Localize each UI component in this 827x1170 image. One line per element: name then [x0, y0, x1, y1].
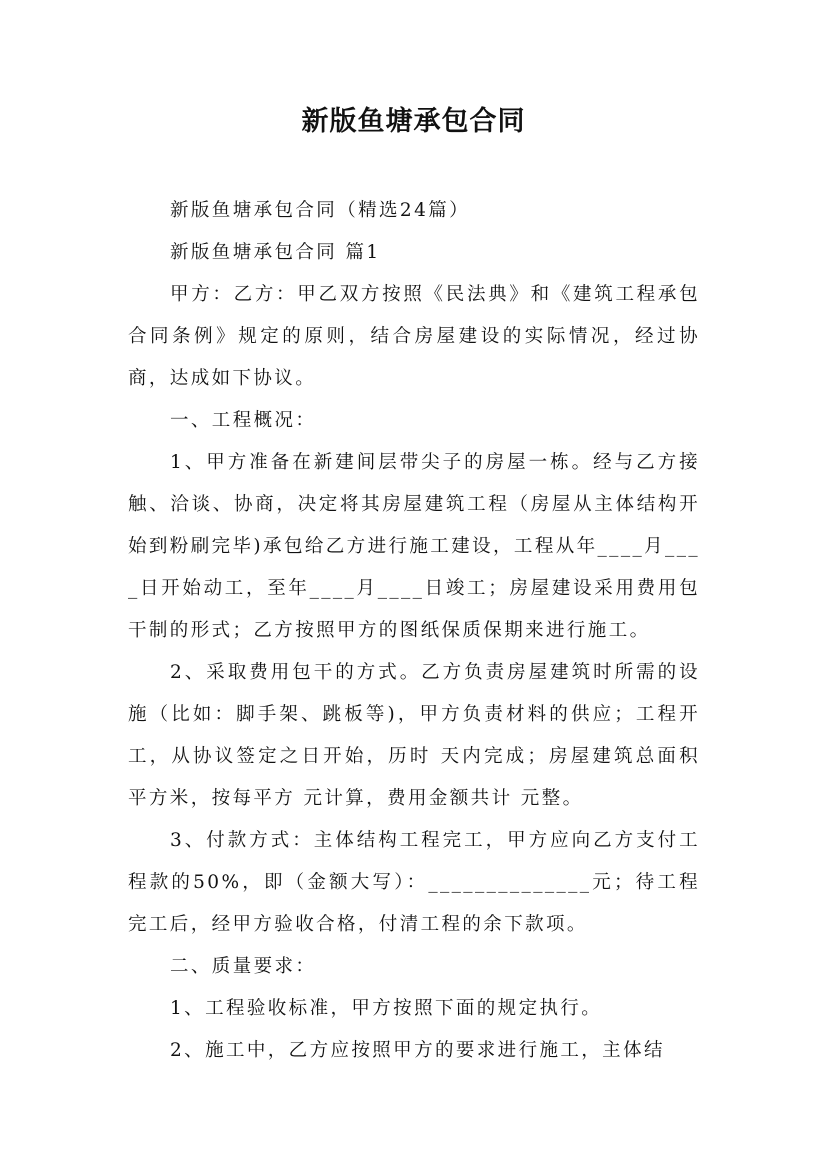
- document-title: 新版鱼塘承包合同: [301, 106, 526, 137]
- doc-paragraph: 二、质量要求：: [170, 956, 317, 977]
- doc-paragraph: 新版鱼塘承包合同（精选24篇）: [170, 200, 471, 221]
- doc-paragraph: 2、施工中，乙方应按照甲方的要求进行施工，主体结: [170, 1040, 665, 1061]
- doc-paragraph: 2、采取费用包干的方式。乙方负责房屋建筑时所需的设施（比如：脚手架、跳板等)，甲方负责材料的供应；工程开工，从协议签定之日开始，历时 天内完成；房屋建筑总面积 平方米，按每平方 元计算，费用金额共计 元整。: [128, 662, 700, 809]
- doc-paragraph: 3、付款方式：主体结构工程完工，甲方应向乙方支付工程款的50%，即（金额大写）：______________元；待工程完工后，经甲方验收合格，付清工程的余下款项。: [128, 830, 700, 935]
- doc-paragraph: 新版鱼塘承包合同 篇1: [170, 242, 381, 263]
- doc-paragraph: 1、甲方准备在新建间层带尖子的房屋一栋。经与乙方接触、洽谈、协商，决定将其房屋建筑工程（房屋从主体结构开始到粉刷完毕)承包给乙方进行施工建设，工程从年____月____日开始动工，至年____月____日竣工；房屋建设采用费用包干制的形式；乙方按照甲方的图纸保质保期来进行施工。: [128, 452, 700, 641]
- doc-paragraph: 1、工程验收标准，甲方按照下面的规定执行。: [170, 998, 603, 1019]
- doc-paragraph: 甲方：乙方：甲乙双方按照《民法典》和《建筑工程承包合同条例》规定的原则，结合房屋建设的实际情况，经过协商，达成如下协议。: [128, 284, 700, 389]
- document-body: [128, 190, 700, 1072]
- doc-paragraph: 一、工程概况：: [170, 410, 317, 431]
